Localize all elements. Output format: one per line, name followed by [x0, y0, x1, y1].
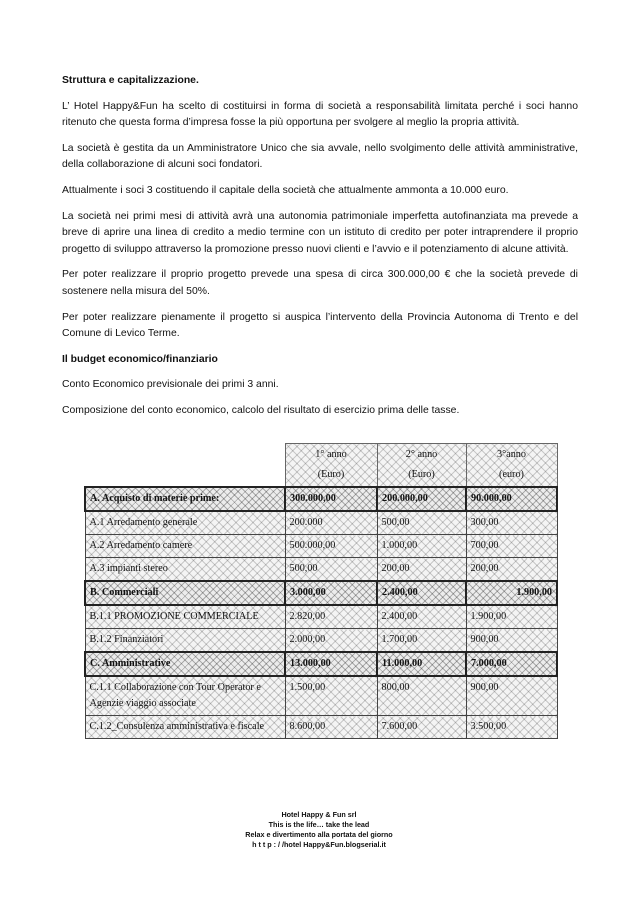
row-value-year-1: 500.000,00: [285, 535, 377, 558]
budget-table-wrapper: [84, 443, 558, 739]
table-row: [85, 535, 557, 558]
table-row: [85, 605, 557, 629]
page-footer: [0, 810, 638, 850]
row-value-year-1: 300.000,00: [285, 487, 377, 511]
row-value-year-2: 1.000,00: [377, 535, 466, 558]
row-label: C.1.2_Consulenza amministrativa e fiscale: [85, 716, 285, 739]
row-value-year-2: 800,00: [377, 676, 466, 716]
paragraph: Composizione del conto economico, calcolo del risultato di esercizio prima delle tasse.: [62, 404, 460, 416]
row-value-year-3: 200,00: [466, 558, 557, 582]
row-value-year-3: 3.500,00: [466, 716, 557, 739]
row-value-year-2: 2.400,00: [377, 581, 466, 605]
row-value-year-1: 8.600,00: [285, 716, 377, 739]
paragraph: Conto Economico previsionale dei primi 3 anni.: [62, 379, 279, 391]
row-value-year-1: 1.500,00: [285, 676, 377, 716]
paragraph: Per poter realizzare il proprio progetto prevede una spesa di circa 300.000,00 € che la società prevede di sostenere nella misura del 50%.: [62, 269, 578, 297]
row-value-year-1: 500,00: [285, 558, 377, 582]
table-header-row: [85, 444, 557, 488]
row-value-year-1: 200.000: [285, 511, 377, 535]
paragraph: Per poter realizzare pienamente il progetto si auspica l’intervento della Provincia Autonoma di Trento e del Comune di Levico Terme.: [62, 311, 578, 340]
row-value-year-1: 13.000,00: [285, 652, 377, 676]
table-row: [85, 652, 557, 676]
row-value-year-3: 90.000,00: [466, 487, 557, 511]
table-row: [85, 716, 557, 739]
footer-tagline: Relax e divertimento alla portata del giorno: [245, 830, 393, 839]
paragraph: Attualmente i soci 3 costituendo il capitale della società che attualmente ammonta a 10.000 euro.: [62, 184, 509, 196]
row-label: C.1.1 Collaborazione con Tour Operator e Agenzie viaggio associate: [85, 676, 285, 716]
row-value-year-3: 1.900,00: [466, 581, 557, 605]
row-value-year-2: 200,00: [377, 558, 466, 582]
table-row: [85, 511, 557, 535]
header-year-1: 1° anno (Euro): [285, 444, 377, 488]
paragraph: L’ Hotel Happy&Fun ha scelto di costituirsi in forma di società a responsabilità limitata perché i soci hanno ritenuto che questa forma d’impresa fosse la più opportuna per svolgere al meglio la propria attività.: [62, 100, 578, 129]
header-year-2: 2° anno (Euro): [377, 444, 466, 488]
row-label: B. Commerciali: [85, 581, 285, 605]
row-label: A. Acquisto di materie prime:: [85, 487, 285, 511]
paragraph: La società nei primi mesi di attività avrà una autonomia patrimoniale imperfetta autofinanziata ma prevede a breve di aprire una linea di credito a medio termine con un istituto di credito per poter intraprendere il proprio progetto di sviluppo attraverso la promozione presso nuovi clienti e l’avvio e il potenziamento di alcune attività.: [62, 210, 578, 255]
table-row: [85, 581, 557, 605]
row-value-year-1: 2.820,00: [285, 605, 377, 629]
paragraph: La società è gestita da un Amministratore Unico che sia avvale, nello svolgimento delle attività amministrative, della collaborazione di alcuni soci fondatori.: [62, 142, 578, 171]
header-year-3: 3°anno (euro): [466, 444, 557, 488]
body-text: [62, 73, 578, 429]
row-label: C. Amministrative: [85, 652, 285, 676]
row-label: A.3 impianti stereo: [85, 558, 285, 582]
footer-slogan: This is the life… take the lead: [268, 820, 370, 829]
row-value-year-2: 1.700,00: [377, 629, 466, 653]
table-row: [85, 558, 557, 582]
row-value-year-2: 11.000,00: [377, 652, 466, 676]
row-label: A.2 Arredamento camere: [85, 535, 285, 558]
row-value-year-2: 500,00: [377, 511, 466, 535]
row-value-year-3: 7.000,00: [466, 652, 557, 676]
row-value-year-1: 2.000,00: [285, 629, 377, 653]
row-value-year-2: 2.400,00: [377, 605, 466, 629]
header-blank-cell: [85, 444, 285, 488]
row-value-year-1: 3.000,00: [285, 581, 377, 605]
row-label: A.1 Arredamento generale: [85, 511, 285, 535]
row-value-year-2: 7.600,00: [377, 716, 466, 739]
footer-url: h t t p : / /hotel Happy&Fun.blogserial.it: [252, 840, 386, 849]
row-value-year-2: 200.000,00: [377, 487, 466, 511]
footer-company: Hotel Happy & Fun srl: [281, 810, 357, 819]
row-value-year-3: 1.900,00: [466, 605, 557, 629]
section-heading: Struttura e capitalizzazione.: [62, 75, 199, 86]
row-value-year-3: 700,00: [466, 535, 557, 558]
table-row: [85, 629, 557, 653]
row-label: B.1.1 PROMOZIONE COMMERCIALE: [85, 605, 285, 629]
budget-table: [84, 443, 558, 739]
section-heading: Il budget economico/finanziario: [62, 353, 218, 365]
row-value-year-3: 900,00: [466, 676, 557, 716]
table-row: [85, 487, 557, 511]
row-value-year-3: 300,00: [466, 511, 557, 535]
row-value-year-3: 900,00: [466, 629, 557, 653]
table-row: [85, 676, 557, 716]
row-label: B.1.2 Finanziatori: [85, 629, 285, 653]
